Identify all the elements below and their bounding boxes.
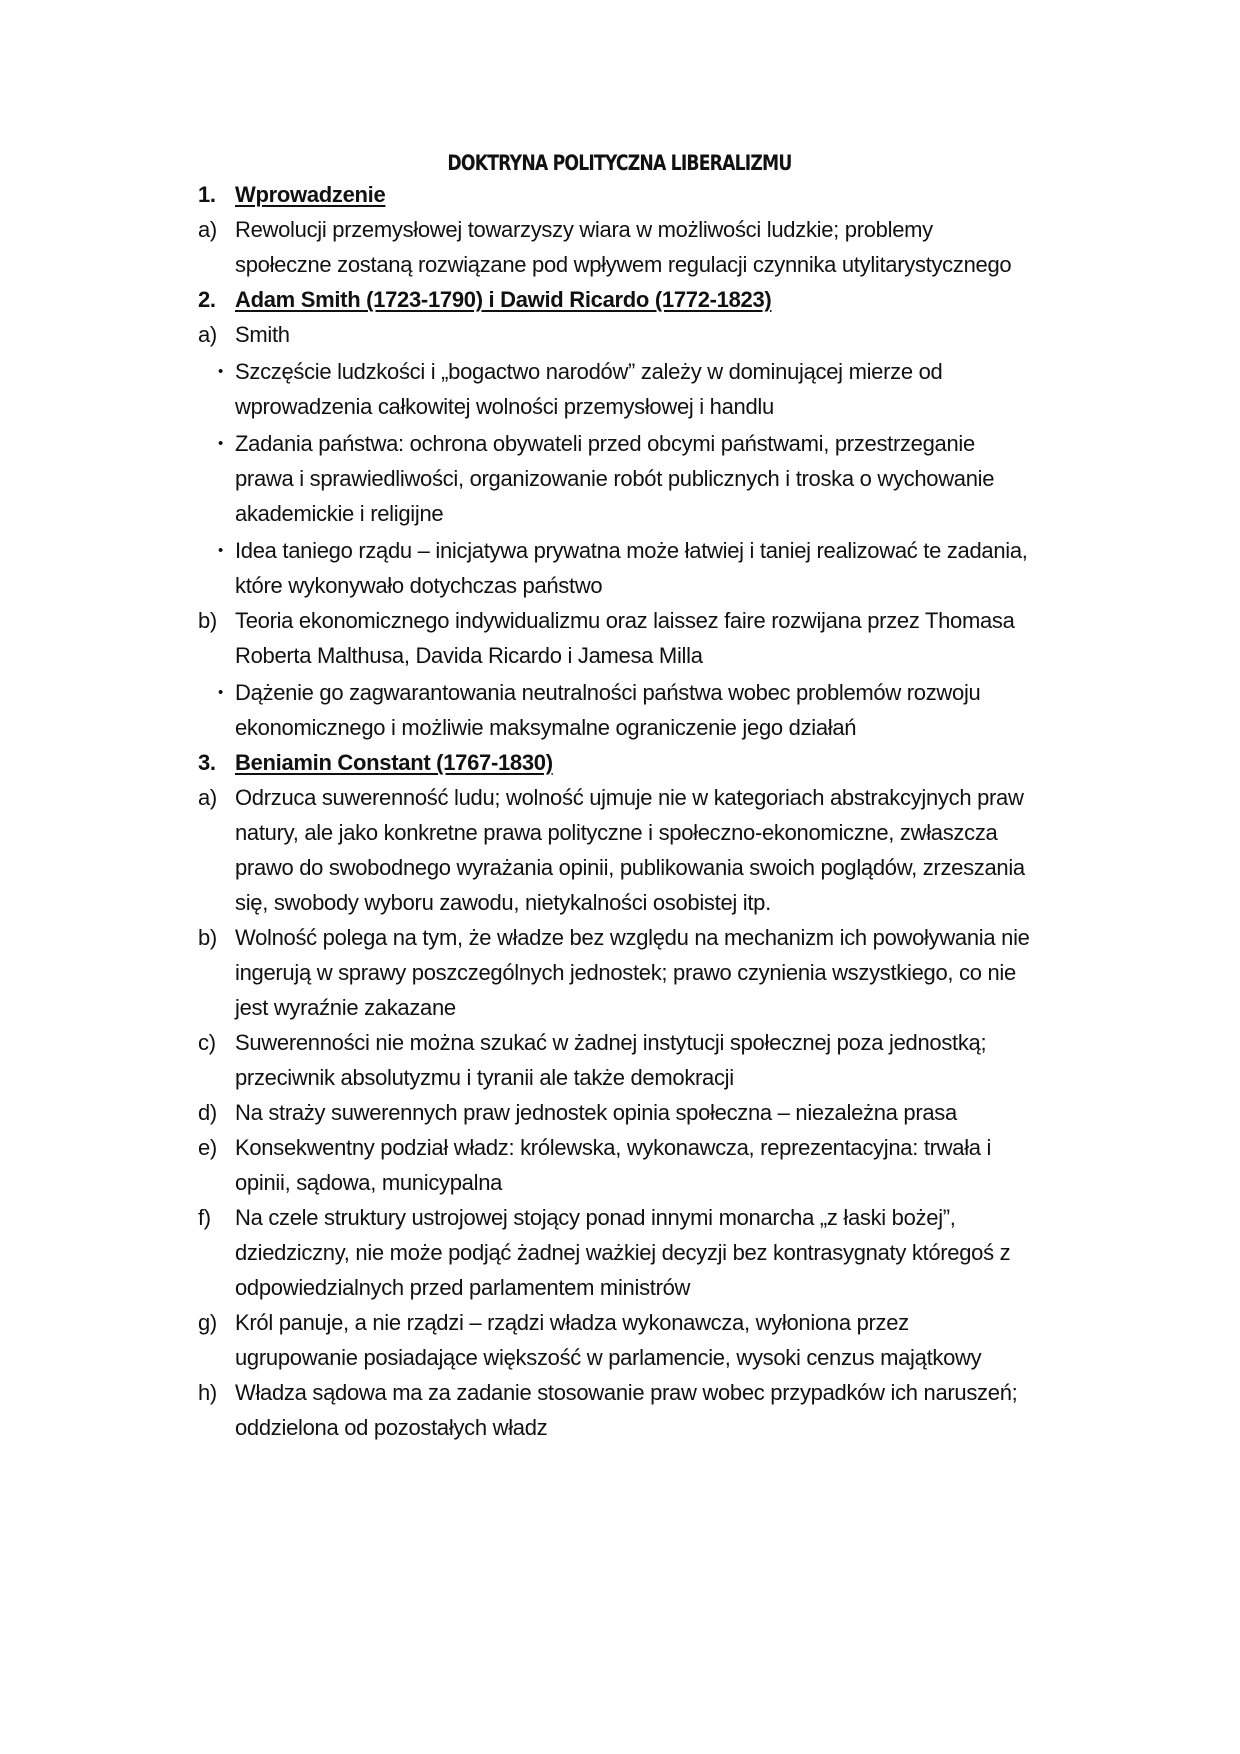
bullet-icon: • [218, 435, 223, 452]
bullet-item [0, 426, 1035, 531]
list-item [0, 780, 1035, 920]
item-text: Władza sądowa ma za zadanie stosowanie praw wobec przypadków ich naruszeń; oddzielona od pozostałych władz [235, 1380, 1018, 1440]
list-item [0, 1130, 1035, 1200]
item-text: Wolność polega na tym, że władze bez względu na mechanizm ich powoływania nie ingerują w sprawy poszczególnych jednostek; prawo czynienia wszystkiego, co nie jest wyraźnie zakazane [235, 925, 1030, 1020]
section-title: Wprowadzenie [235, 182, 386, 207]
item-text: Smith [235, 322, 290, 347]
item-text: Odrzuca suwerenność ludu; wolność ujmuje nie w kategoriach abstrakcyjnych praw natury, ale jako konkretne prawa polityczne i społeczno-ekonomiczne, zwłaszcza prawo do swobodnego wyrażania opinii, publikowania swoich poglądów, zrzeszania się, swobody wyboru zawodu, nietykalności osobistej itp. [235, 785, 1025, 915]
item-marker: d) [198, 1100, 217, 1125]
item-marker: a) [198, 217, 217, 242]
list-item [0, 1025, 1035, 1095]
list-item [0, 317, 1035, 352]
section-title: Adam Smith (1723-1790) i Dawid Ricardo (1772-1823) [235, 287, 772, 312]
section-number: 3. [198, 750, 216, 775]
section-title: Beniamin Constant (1767-1830) [235, 750, 553, 775]
list-item [0, 1200, 1035, 1305]
list-item [0, 1375, 1035, 1445]
document-title: DOKTRYNA POLITYCZNA LIBERALIZMU [447, 151, 792, 175]
item-marker: g) [198, 1310, 217, 1335]
document-body [0, 177, 1240, 1445]
item-text: Na straży suwerennych praw jednostek opinia społeczna – niezależna prasa [235, 1100, 957, 1125]
list-item [0, 920, 1035, 1025]
section-heading [0, 745, 1035, 780]
bullet-icon: • [218, 542, 223, 559]
item-text: Idea taniego rządu – inicjatywa prywatna może łatwiej i taniej realizować te zadania, które wykonywało dotychczas państwo [235, 538, 1028, 598]
item-text: Dążenie go zagwarantowania neutralności państwa wobec problemów rozwoju ekonomicznego i możliwie maksymalne ograniczenie jego działań [235, 680, 981, 740]
bullet-icon: • [218, 363, 223, 380]
item-text: Zadania państwa: ochrona obywateli przed obcymi państwami, przestrzeganie prawa i sprawiedliwości, organizowanie robót publicznych i troska o wychowanie akademickie i religijne [235, 431, 995, 526]
item-text: Król panuje, a nie rządzi – rządzi władza wykonawcza, wyłoniona przez ugrupowanie posiadające większość w parlamencie, wysoki cenzus majątkowy [235, 1310, 982, 1370]
section-number: 2. [198, 287, 216, 312]
item-marker: a) [198, 322, 217, 347]
item-marker: b) [198, 925, 217, 950]
list-item [0, 212, 1035, 282]
item-marker: a) [198, 785, 217, 810]
list-item [0, 1305, 1035, 1375]
list-item [0, 1095, 1035, 1130]
section-number: 1. [198, 182, 216, 207]
item-text: Szczęście ludzkości i „bogactwo narodów” zależy w dominującej mierze od wprowadzenia całkowitej wolności przemysłowej i handlu [235, 359, 943, 419]
bullet-item [0, 675, 1035, 745]
section-heading [0, 282, 1035, 317]
bullet-item [0, 533, 1035, 603]
item-marker: f) [198, 1205, 211, 1230]
item-text: Teoria ekonomicznego indywidualizmu oraz laissez faire rozwijana przez Thomasa Roberta Malthusa, Davida Ricardo i Jamesa Milla [235, 608, 1015, 668]
item-marker: e) [198, 1135, 217, 1160]
bullet-item [0, 354, 1035, 424]
item-text: Suwerenności nie można szukać w żadnej instytucji społecznej poza jednostką; przeciwnik absolutyzmu i tyranii ale także demokracji [235, 1030, 987, 1090]
item-text: Konsekwentny podział władz: królewska, wykonawcza, reprezentacyjna: trwała i opinii, sądowa, municypalna [235, 1135, 992, 1195]
item-marker: b) [198, 608, 217, 633]
item-marker: h) [198, 1380, 217, 1405]
section-heading [0, 177, 1035, 212]
list-item [0, 603, 1035, 673]
item-marker: c) [198, 1030, 216, 1055]
item-text: Na czele struktury ustrojowej stojący ponad innymi monarcha „z łaski bożej”, dziedziczny, nie może podjąć żadnej ważkiej decyzji bez kontrasygnaty któregoś z odpowiedzialnych przed parlamentem ministrów [235, 1205, 1011, 1300]
item-text: Rewolucji przemysłowej towarzyszy wiara w możliwości ludzkie; problemy społeczne zostaną rozwiązane pod wpływem regulacji czynnika utylitarystycznego [235, 217, 1012, 277]
bullet-icon: • [218, 684, 223, 701]
